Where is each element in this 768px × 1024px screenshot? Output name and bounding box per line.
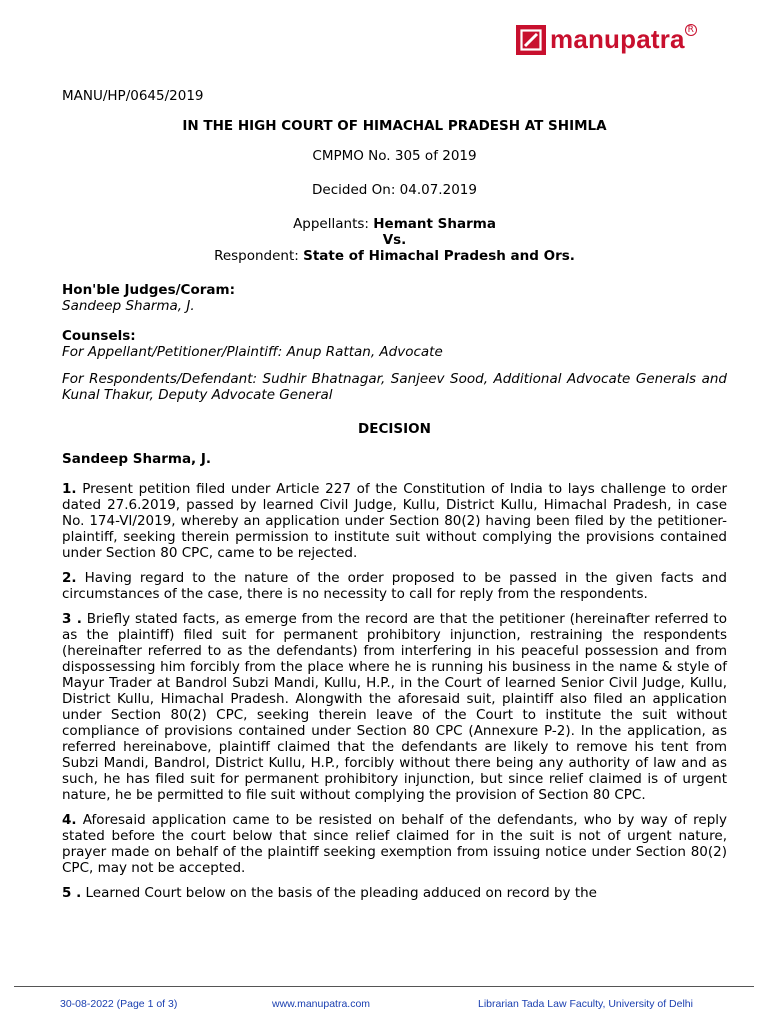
versus: Vs. bbox=[382, 232, 407, 248]
appellants-line bbox=[62, 216, 727, 232]
appellants-name: Hemant Sharma bbox=[373, 216, 496, 232]
court-name: IN THE HIGH COURT OF HIMACHAL PRADESH AT SHIMLA bbox=[182, 118, 607, 134]
counsel-respondent: For Respondents/Defendant: Sudhir Bhatnagar, Sanjeev Sood, Additional Advocate Generals and Kunal Thakur, Deputy Advocate General bbox=[62, 371, 727, 403]
citation: MANU/HP/0645/2019 bbox=[62, 88, 204, 104]
parties bbox=[62, 216, 727, 264]
paragraph-5 bbox=[62, 885, 727, 901]
logo-text: manupatra bbox=[550, 24, 685, 54]
footer-divider bbox=[14, 986, 754, 987]
decided-on: Decided On: 04.07.2019 bbox=[312, 182, 477, 198]
paragraph-text: Briefly stated facts, as emerge from the record are that the petitioner (hereinafter referred to as the plaintiff) filed suit for permanent prohibitory injunction, restraining the respondents (hereinafter referred to as the defendants) from interfering in his peaceful possession and from dispossessing him forcibly from the place where he is running his business in the name & style of Mayur Trader at Bandrol Subzi Mandi, Kullu, H.P., in the Court of learned Senior Civil Judge, Kullu, District Kullu, Himachal Pradesh. Alongwith the aforesaid suit, plaintiff also filed an application under Section 80(2) CPC, seeking therein leave of the Court to institute the suit without compliance of provisions contained under Section 80 CPC (Annexure P-2). In the application, as referred hereinabove, plaintiff claimed that the defendants are likely to remove his tent from Subzi Mandi, Bandrol, District Kullu, H.P., forcibly without there being any authority of law and as such, he has filed suit for permanent prohibitory injunction, but since relief claimed is of urgent nature, he be permitted to file suit without complying the provision of Section 80 CPC. bbox=[62, 611, 727, 803]
paragraph-3 bbox=[62, 611, 727, 803]
paragraph-number: 1. bbox=[62, 481, 77, 497]
footer-licensee: Librarian Tada Law Faculty, University of Delhi bbox=[478, 998, 693, 1010]
paragraph-number: 4. bbox=[62, 812, 77, 828]
counsels-section bbox=[62, 328, 727, 403]
respondent-label: Respondent: bbox=[214, 248, 304, 264]
respondent-name: State of Himachal Pradesh and Ors. bbox=[303, 248, 575, 264]
manupatra-logo bbox=[516, 24, 694, 55]
paragraph-number: 2. bbox=[62, 570, 77, 586]
paragraph-4 bbox=[62, 812, 727, 876]
coram-judges: Sandeep Sharma, J. bbox=[62, 298, 195, 314]
footer-website-link[interactable]: www.manupatra.com bbox=[272, 998, 371, 1010]
paragraph-text: Aforesaid application came to be resisted on behalf of the defendants, who by way of reply stated before the court below that since relief claimed for in the suit is not of urgent nature, prayer made on behalf of the plaintiff seeking exemption from issuing notice under Section 80(2) CPC, may not be accepted. bbox=[62, 812, 727, 876]
document-body bbox=[62, 88, 727, 910]
paragraph-text: Having regard to the nature of the order proposed to be passed in the given facts and circumstances of the case, there is no necessity to call for reply from the respondents. bbox=[62, 570, 727, 602]
respondent-line bbox=[62, 248, 727, 264]
counsel-appellant: For Appellant/Petitioner/Plaintiff: Anup Rattan, Advocate bbox=[62, 344, 443, 360]
decision-heading: DECISION bbox=[358, 421, 431, 437]
appellants-label: Appellants: bbox=[293, 216, 374, 232]
paragraph-text: Present petition filed under Article 227 of the Constitution of India to lays challenge to order dated 27.6.2019, passed by learned Civil Judge, Kullu, District Kullu, Himachal Pradesh, in case No. 174-VI/2019, whereby an application under Section 80(2) having been filed by the petitioner-plaintiff, seeking therein permission to institute suit without complying the provisions contained under Section 80 CPC, came to be rejected. bbox=[62, 481, 727, 561]
author-judge: Sandeep Sharma, J. bbox=[62, 451, 212, 467]
counsels-heading: Counsels: bbox=[62, 328, 136, 344]
paragraph-number: 5 . bbox=[62, 885, 82, 901]
paragraph-text: Learned Court below on the basis of the pleading adduced on record by the bbox=[81, 885, 597, 901]
manupatra-logo-icon bbox=[516, 25, 546, 55]
case-number: CMPMO No. 305 of 2019 bbox=[312, 148, 477, 164]
coram-section bbox=[62, 282, 727, 314]
coram-heading: Hon'ble Judges/Coram: bbox=[62, 282, 235, 298]
paragraph-number: 3 . bbox=[62, 611, 82, 627]
footer-date-page: 30-08-2022 (Page 1 of 3) bbox=[60, 998, 178, 1010]
registered-mark: R bbox=[685, 24, 697, 36]
paragraph-1 bbox=[62, 481, 727, 561]
paragraph-2 bbox=[62, 570, 727, 602]
